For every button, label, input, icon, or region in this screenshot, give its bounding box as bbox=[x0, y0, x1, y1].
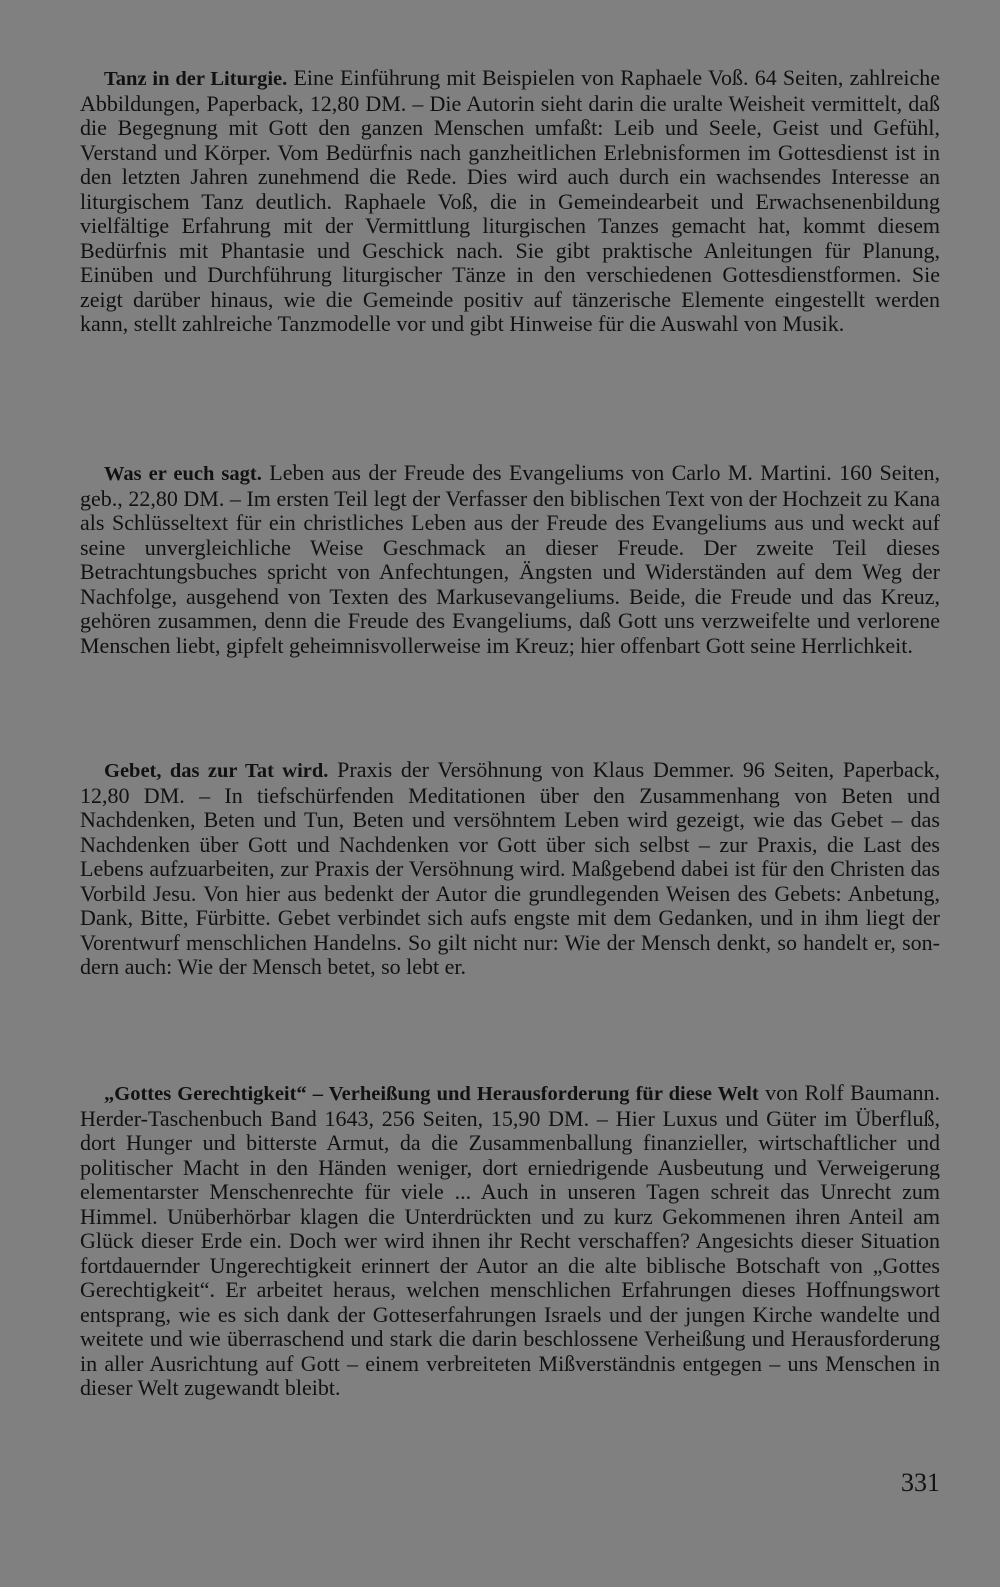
book-description: Eine Einführung mit Beispielen von Raphaele Voß. 64 Seiten, zahlreiche Abbildungen, Paperback, 12,80 DM. – Die Autorin sieht darin die uralte Weisheit vermittelt, daß die Begegnung mit Gott den ganzen Menschen umfaßt: Leib und Seele, Geist und Gefühl, Verstand und Körper. Vom Bedürfnis nach ganzheitlichen Erlebnisformen im Gottesdienst ist in den letzten Jahren zunehmend die Rede. Dies wird auch durch ein wachsendes Interesse an liturgischem Tanz deutlich. Raphaele Voß, die in Gemeindearbeit und Erwachsenenbildung vielfältige Erfahrung mit der Vermittlung liturgischen Tanzes gemacht hat, kommt diesem Bedürfnis mit Phantasie und Geschick nach. Sie gibt praktische Anleitungen für Planung, Einüben und Durchführung liturgischer Tänze in den verschiedenen Gottesdienstformen. Sie zeigt darüber hinaus, wie die Gemeinde positiv auf tänzerische Elemente eingestellt werden kann, stellt zahlreiche Tanzmodelle vor und gibt Hinweise für die Auswahl von Musik. bbox=[80, 65, 941, 336]
book-title: Gebet, das zur Tat wird. bbox=[104, 760, 329, 782]
book-review-entry bbox=[80, 1081, 940, 1401]
book-review-entry bbox=[80, 461, 940, 658]
book-title: Tanz in der Liturgie. bbox=[104, 68, 288, 90]
book-title: „Gottes Gerechtigkeit“ – Verheißung und Herausforderung für diese Welt bbox=[104, 1083, 759, 1105]
book-review-entry bbox=[80, 66, 940, 337]
page-number: 331 bbox=[901, 1468, 940, 1497]
book-review-entry bbox=[80, 758, 940, 980]
book-description: Praxis der Versöhnung von Klaus Demmer. 96 Seiten, Paperback, 12,80 DM. – In tiefschürfenden Meditationen über den Zusammenhang von Beten und Nachdenken, Beten und Tun, Beten und versöhntem Leben wird gezeigt, wie das Gebet – das Nachdenken über Gott und Nachdenken vor Gott über sich selbst – zur Praxis, die Last des Lebens aufzuarbeiten, zur Praxis der Versöhnung wird. Maßgebend dabei ist für den Christen das Vorbild Jesu. Von hier aus bedenkt der Autor die grundlegenden Weisen des Gebets: Anbetung, Dank, Bitte, Fürbitte. Gebet verbindet sich aufs engste mit dem Gedanken, und in ihm liegt der Vorentwurf menschlichen Handelns. So gilt nicht nur: Wie der Mensch denkt, so handelt er, sondern auch: Wie der Mensch betet, so lebt er. bbox=[80, 757, 941, 979]
book-description: Leben aus der Freude des Evangeliums von Carlo M. Martini. 160 Seiten, geb., 22,80 DM. – Im ersten Teil legt der Verfasser den biblischen Text von der Hochzeit zu Kana als Schlüsseltext für ein christliches Leben aus der Freude des Evangeliums aus und weckt auf seine unvergleichliche Weise Geschmack an dieser Freude. Der zweite Teil dieses Betrachtungsbuches spricht von Anfechtungen, Ängsten und Widerständen auf dem Weg der Nachfolge, ausgehend von Texten des Markusevangeliums. Beide, die Freude und das Kreuz, gehören zusammen, denn die Freude des Evangeliums, daß Gott uns verzweifelte und verlorene Menschen liebt, gipfelt geheimnisvollerweise im Kreuz; hier offenbart Gott seine Herrlichkeit. bbox=[80, 460, 941, 658]
book-description: von Rolf Baumann. Herder-Taschenbuch Band 1643, 256 Seiten, 15,90 DM. – Hier Luxus und Güter im Überfluß, dort Hunger und bitterste Armut, da die Zusammenballung finanzieller, wirtschaftlicher und politischer Macht in den Händen weniger, dort erniedrigende Ausbeutung und Verweigerung elementarster Menschenrechte für viele ... Auch in unseren Tagen schreit das Unrecht zum Himmel. Unüberhörbar klagen die Unterdrückten und zu kurz Gekommenen ihren Anteil am Glück dieser Erde ein. Doch wer wird ihnen ihr Recht verschaffen? Angesichts dieser Situation fortdauernder Ungerechtigkeit erinnert der Autor an die alte biblische Botschaft von „Gottes Gerechtigkeit“. Er arbeitet heraus, welchen menschlichen Erfahrungen dieses Hoffnungswort entsprang, wie es sich dank der Gotteserfahrungen Israels und der jungen Kirche wandelte und weitete und wie überraschend und stark die darin beschlossene Verheißung und Herausforderung in aller Ausrichtung auf Gott – einem verbreiteten Mißverständnis entgegen – uns Menschen in dieser Welt zugewandt bleibt. bbox=[80, 1080, 940, 1400]
book-title: Was er euch sagt. bbox=[104, 463, 262, 485]
